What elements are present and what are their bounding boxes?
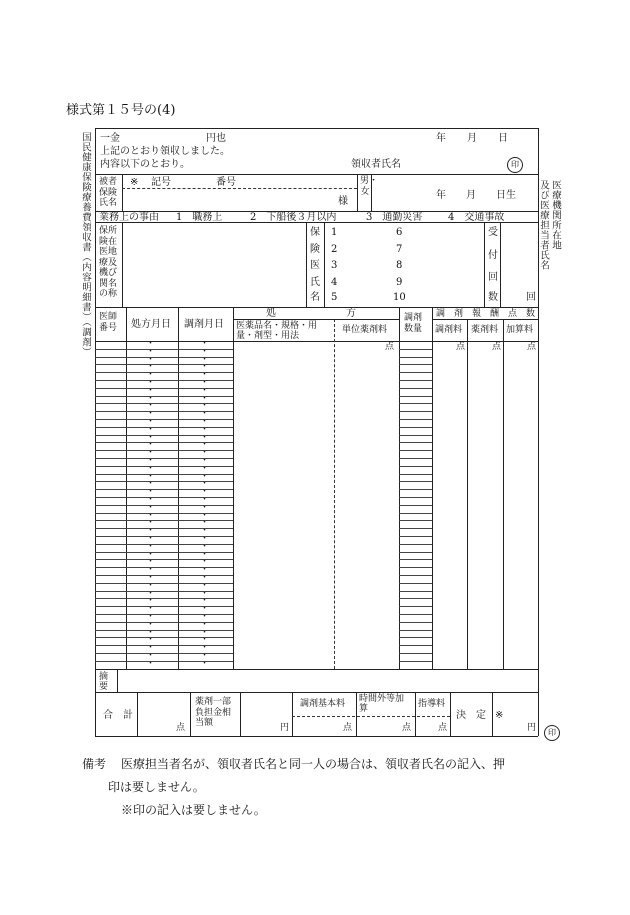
date-separator: ・ (146, 510, 156, 521)
count-char-2: 付 (488, 250, 498, 261)
row-line (95, 583, 126, 584)
date-separator: ・ (200, 510, 210, 521)
insured-symbol-label: 記号 (151, 177, 171, 188)
left-vertical-title: 国民健康保険療養費領収書（内容明細書）（調剤） (80, 132, 91, 358)
date-separator: ・ (146, 362, 156, 373)
insured-number-label: 番号 (216, 177, 236, 188)
row-line (95, 552, 126, 553)
row-line (95, 505, 126, 506)
row-line (399, 575, 432, 576)
row-line (95, 661, 126, 662)
row-line (95, 536, 126, 537)
row-line (95, 474, 126, 475)
row-line (95, 435, 126, 436)
notes-title: 備考 (82, 757, 107, 771)
reason-option-2[interactable]: 2 下船後３月以内 (250, 212, 337, 223)
date-separator: ・ (200, 385, 210, 396)
date-separator: ・ (146, 580, 156, 591)
date-separator: ・ (146, 440, 156, 451)
col-drug-fee: 薬剤料 (471, 325, 499, 335)
date-separator: ・ (200, 417, 210, 427)
date-separator: ・ (200, 339, 210, 349)
row-line (399, 622, 432, 623)
date-separator: ・ (200, 627, 210, 638)
date-separator: ・ (200, 526, 210, 537)
col-unit-fee: 単位薬剤料 (342, 325, 388, 335)
insurer-char-1: 保 (310, 227, 320, 238)
count-char-3: 回 (488, 272, 498, 283)
date-separator: ・ (146, 658, 156, 669)
point-drug-fee: 点 (492, 342, 502, 352)
row-line (399, 349, 432, 350)
row-line (399, 591, 432, 592)
row-line (399, 497, 432, 498)
row-line (399, 458, 432, 459)
row-line (95, 427, 126, 428)
col-dispensed-date: 調剤月日 (184, 319, 224, 330)
row-line (399, 583, 432, 584)
row-line (95, 637, 126, 638)
date-separator: ・ (200, 448, 210, 459)
date-separator: ・ (200, 534, 210, 544)
row-line (399, 505, 432, 506)
row-line (95, 614, 126, 615)
insurer-number-2: 2 (331, 244, 338, 255)
row-line (95, 528, 126, 529)
row-line (399, 661, 432, 662)
decision-label: 決 定 (456, 710, 486, 721)
decision-seal: 印 (544, 725, 560, 741)
date-separator: ・ (146, 463, 156, 474)
date-separator: ・ (146, 409, 156, 420)
date-separator: ・ (200, 424, 210, 435)
row-line (95, 481, 126, 482)
insurer-number-4: 4 (331, 277, 338, 288)
count-char-1: 受 (488, 227, 498, 238)
decision-mark: ※ (495, 710, 504, 721)
row-line (95, 364, 126, 365)
date-separator: ・ (200, 565, 210, 576)
col-fee-heading: 調 剤 報 酬 点 数 (436, 309, 536, 319)
row-line (95, 489, 126, 490)
date-separator: ・ (146, 635, 156, 646)
date-separator: ・ (200, 463, 210, 474)
date-separator: ・ (200, 378, 210, 388)
date-separator: ・ (146, 393, 156, 404)
row-line (399, 653, 432, 654)
row-line (399, 435, 432, 436)
total-point: 点 (176, 723, 186, 733)
insurer-number-1: 1 (331, 227, 338, 238)
row-line (95, 372, 126, 373)
insurer-number-5: 5 (331, 292, 338, 303)
point-dispensing-fee: 点 (456, 342, 466, 352)
decision-yen: 円 (527, 723, 537, 733)
row-line (95, 458, 126, 459)
date-separator: ・ (146, 456, 156, 466)
date-separator: ・ (146, 604, 156, 615)
row-line (95, 653, 126, 654)
notes-line-1: 医療担当者名が、領収者氏名と同一人の場合は、領収者氏名の記入、押 (121, 757, 506, 771)
insurer-number-10: 10 (393, 292, 406, 303)
count-unit: 回 (526, 292, 536, 303)
row-line (399, 614, 432, 615)
row-line (399, 364, 432, 365)
date-separator: ・ (146, 565, 156, 576)
row-line (95, 606, 126, 607)
amount-prefix: 一金 (100, 133, 120, 144)
date-separator: ・ (200, 573, 210, 583)
date-separator: ・ (200, 658, 210, 669)
row-line (95, 575, 126, 576)
row-line (95, 411, 126, 412)
date-separator: ・ (200, 541, 210, 552)
received-statement: 上記のとおり領収しました。 (100, 146, 230, 157)
row-line (399, 513, 432, 514)
row-line (95, 622, 126, 623)
date-separator: ・ (146, 385, 156, 396)
date-separator: ・ (200, 354, 210, 365)
date-separator: ・ (146, 424, 156, 435)
row-line (95, 380, 126, 381)
date-separator: ・ (146, 627, 156, 638)
row-line (399, 536, 432, 537)
date-separator: ・ (146, 502, 156, 513)
date-separator: ・ (146, 651, 156, 661)
date-separator: ・ (146, 448, 156, 459)
receipt-year: 年 (436, 133, 446, 144)
notes-line-2: 印は要しません。 (108, 780, 205, 794)
date-separator: ・ (200, 604, 210, 615)
overtime-point: 点 (402, 723, 412, 733)
total-label: 合 計 (103, 710, 133, 721)
date-separator: ・ (200, 619, 210, 630)
row-line (399, 411, 432, 412)
date-separator: ・ (146, 378, 156, 388)
col-quantity: 調剤数量 (404, 313, 423, 334)
row-line (399, 606, 432, 607)
insurer-number-8: 8 (396, 260, 403, 271)
count-char-4: 数 (488, 292, 498, 303)
facility-label: 保所険在医地療及機び関名の称 (99, 226, 118, 299)
row-line (95, 357, 126, 358)
row-line (399, 419, 432, 420)
row-line (95, 559, 126, 560)
birth-month: 月 (466, 190, 476, 201)
insurer-number-7: 7 (396, 244, 403, 255)
right-vertical-text-b: 医療機関所在地 (550, 180, 561, 250)
row-line (399, 567, 432, 568)
date-separator: ・ (200, 456, 210, 466)
date-separator: ・ (200, 549, 210, 560)
date-separator: ・ (146, 487, 156, 498)
insurer-char-5: 名 (310, 292, 320, 303)
row-line (399, 427, 432, 428)
insured-label: 被者保険氏名 (99, 177, 118, 208)
col-doctor-number: 医師番号 (99, 312, 118, 333)
date-separator: ・ (146, 643, 156, 654)
date-separator: ・ (146, 612, 156, 622)
date-separator: ・ (146, 557, 156, 568)
date-separator: ・ (146, 471, 156, 482)
date-separator: ・ (146, 495, 156, 505)
date-separator: ・ (200, 635, 210, 646)
date-separator: ・ (200, 479, 210, 490)
row-line (95, 450, 126, 451)
row-line (399, 520, 432, 521)
row-line (399, 380, 432, 381)
insured-sama: 様 (338, 196, 348, 207)
reason-option-3[interactable]: 3 通勤災害 (366, 212, 423, 223)
date-separator: ・ (146, 432, 156, 443)
guidance-label: 指導料 (418, 699, 446, 709)
date-separator: ・ (200, 643, 210, 654)
row-line (399, 630, 432, 631)
receiver-name-label: 領収者氏名 (351, 159, 401, 170)
date-separator: ・ (200, 518, 210, 529)
row-line (399, 481, 432, 482)
col-drug-name: 医薬品名・規格・用量・剤型・用法 (236, 321, 318, 341)
date-separator: ・ (200, 596, 210, 607)
row-line (399, 396, 432, 397)
date-separator: ・ (200, 495, 210, 505)
insurer-char-2: 険 (310, 244, 320, 255)
date-separator: ・ (200, 362, 210, 373)
copay-yen: 円 (280, 723, 290, 733)
date-separator: ・ (200, 487, 210, 498)
row-line (399, 442, 432, 443)
row-line (399, 474, 432, 475)
overtime-label: 時間外等加算 (359, 694, 405, 714)
date-separator: ・ (146, 354, 156, 365)
point-unit-fee: 点 (385, 342, 395, 352)
date-separator: ・ (146, 541, 156, 552)
point-additional-fee: 点 (527, 342, 537, 352)
insurer-char-4: 氏 (310, 277, 320, 288)
date-separator: ・ (200, 432, 210, 443)
date-separator: ・ (146, 573, 156, 583)
row-line (95, 419, 126, 420)
row-line (95, 630, 126, 631)
date-separator: ・ (146, 346, 156, 357)
date-separator: ・ (146, 596, 156, 607)
form-title: 様式第１５号の(4) (66, 103, 176, 118)
row-line (95, 349, 126, 350)
insurer-char-3: 医 (310, 260, 320, 271)
right-vertical-text-a: 及び医療担当者氏名 (538, 180, 549, 270)
date-separator: ・ (146, 401, 156, 412)
date-separator: ・ (200, 346, 210, 357)
row-line (95, 497, 126, 498)
date-separator: ・ (200, 440, 210, 451)
date-separator: ・ (146, 339, 156, 349)
date-separator: ・ (146, 588, 156, 599)
row-line (95, 396, 126, 397)
row-line (399, 559, 432, 560)
row-line (399, 372, 432, 373)
copay-label: 薬剤一部負担金相当額 (195, 697, 232, 728)
amount-suffix: 円也 (206, 133, 226, 144)
reason-label: 業務上の事由 (99, 212, 159, 223)
insurer-number-3: 3 (331, 260, 338, 271)
row-line (95, 442, 126, 443)
row-line (95, 544, 126, 545)
receiver-seal: 印 (507, 157, 523, 173)
sex-selector[interactable]: 男・女 (360, 176, 379, 197)
row-line (95, 591, 126, 592)
detail-statement: 内容以下のとおり。 (100, 159, 190, 170)
row-line (95, 520, 126, 521)
date-separator: ・ (146, 479, 156, 490)
col-dispensing-fee: 調剤料 (435, 325, 463, 335)
date-separator: ・ (146, 549, 156, 560)
date-separator: ・ (200, 588, 210, 599)
row-line (95, 388, 126, 389)
date-separator: ・ (200, 557, 210, 568)
date-separator: ・ (146, 526, 156, 537)
row-line (95, 513, 126, 514)
reason-option-1[interactable]: 1 職務上 (176, 212, 223, 223)
row-line (95, 645, 126, 646)
col-prescription-heading: 処 方 (266, 308, 356, 319)
date-separator: ・ (146, 619, 156, 630)
row-line (399, 528, 432, 529)
row-line (399, 489, 432, 490)
date-separator: ・ (200, 651, 210, 661)
date-separator: ・ (200, 612, 210, 622)
date-separator: ・ (146, 534, 156, 544)
row-line (399, 403, 432, 404)
row-line (399, 598, 432, 599)
reason-option-4[interactable]: 4 交通事故 (448, 212, 505, 223)
date-separator: ・ (146, 518, 156, 529)
birth-year: 年 (436, 190, 446, 201)
row-line (399, 466, 432, 467)
col-prescribed-date: 処方月日 (131, 319, 171, 330)
receipt-day: 日 (498, 133, 508, 144)
row-line (95, 567, 126, 568)
tekiyou-label: 摘要 (99, 672, 109, 692)
row-line (95, 466, 126, 467)
notes-line-3: ※印の記入は要しません。 (121, 803, 266, 817)
basic-fee-point: 点 (343, 723, 353, 733)
row-line (399, 450, 432, 451)
insured-mark: ※ (130, 177, 139, 188)
insurer-number-9: 9 (396, 277, 403, 288)
row-line (399, 637, 432, 638)
insurer-number-6: 6 (396, 227, 403, 238)
date-separator: ・ (200, 393, 210, 404)
row-line (399, 388, 432, 389)
row-line (95, 403, 126, 404)
row-line (399, 552, 432, 553)
guidance-point: 点 (438, 723, 448, 733)
date-separator: ・ (200, 580, 210, 591)
row-line (95, 598, 126, 599)
birth-day: 日生 (496, 190, 516, 201)
col-additional-fee: 加算料 (506, 325, 534, 335)
receipt-month: 月 (467, 133, 477, 144)
row-line (399, 357, 432, 358)
date-separator: ・ (146, 417, 156, 427)
date-separator: ・ (200, 502, 210, 513)
date-separator: ・ (200, 471, 210, 482)
date-separator: ・ (200, 370, 210, 381)
date-separator: ・ (146, 370, 156, 381)
date-separator: ・ (200, 401, 210, 412)
basic-fee-label: 調剤基本料 (300, 699, 346, 709)
date-separator: ・ (200, 409, 210, 420)
row-line (399, 544, 432, 545)
row-line (399, 645, 432, 646)
